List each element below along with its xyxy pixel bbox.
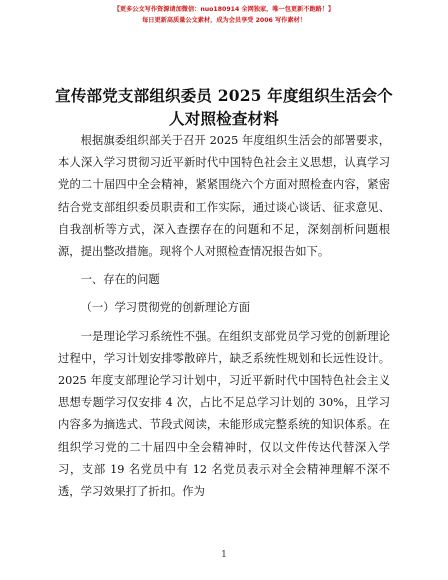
promo-banner [0,4,448,26]
title-line-1: 宣传部党支部组织委员 2025 年度组织生活会个 [55,86,393,105]
banner-line-1: 【更多公文写作资源请加微信：nuo180914 全网独家，唯一包更新不跑路！】 [113,6,335,13]
document-title [40,84,408,130]
document-body [58,130,390,503]
subsection-heading: （一）学习贯彻党的创新理论方面 [80,301,251,315]
page-number: 1 [221,550,227,560]
banner-line-2: 每日更新高质量公文素材，成为会员享受 2006 写作素材！ [142,17,306,24]
section-heading: 一、存在的问题 [80,273,160,287]
body-paragraph: 一是理论学习系统性不强。在组织支部党员学习党的创新理论过程中，学习计划安排零散碎片，缺乏系统性规划和长远性设计。2025 年度支部理论学习计划中，习近平新时代中国特色社会主义思想专题学习仅安排 4 次，占比不足总学习计划的 30%，且学习内容多为摘选式、节段式阅读，未能形成完整系统的知识体系。在组织学习党的二十届四中全会精神时，仅以文件传达代替深入学习，支部 19 名党员中有 12 名党员表示对全会精神理解不深不透，学习效果打了折扣。作为 [58,329,390,499]
intro-paragraph: 根据旗委组织部关于召开 2025 年度组织生活会的部署要求，本人深入学习贯彻习近平新时代中国特色社会主义思想，认真学习党的二十届四中全会精神，紧紧围绕六个方面对照检查内容，紧密结合党支部组织委员职责和工作实际，通过谈心谈话、征求意见、自我剖析等方式，深入查摆存在的问题和不足，深刻剖析问题根源，提出整改措施。现将个人对照检查情况报告如下。 [58,134,390,259]
title-line-2: 人对照检查材料 [169,109,279,128]
